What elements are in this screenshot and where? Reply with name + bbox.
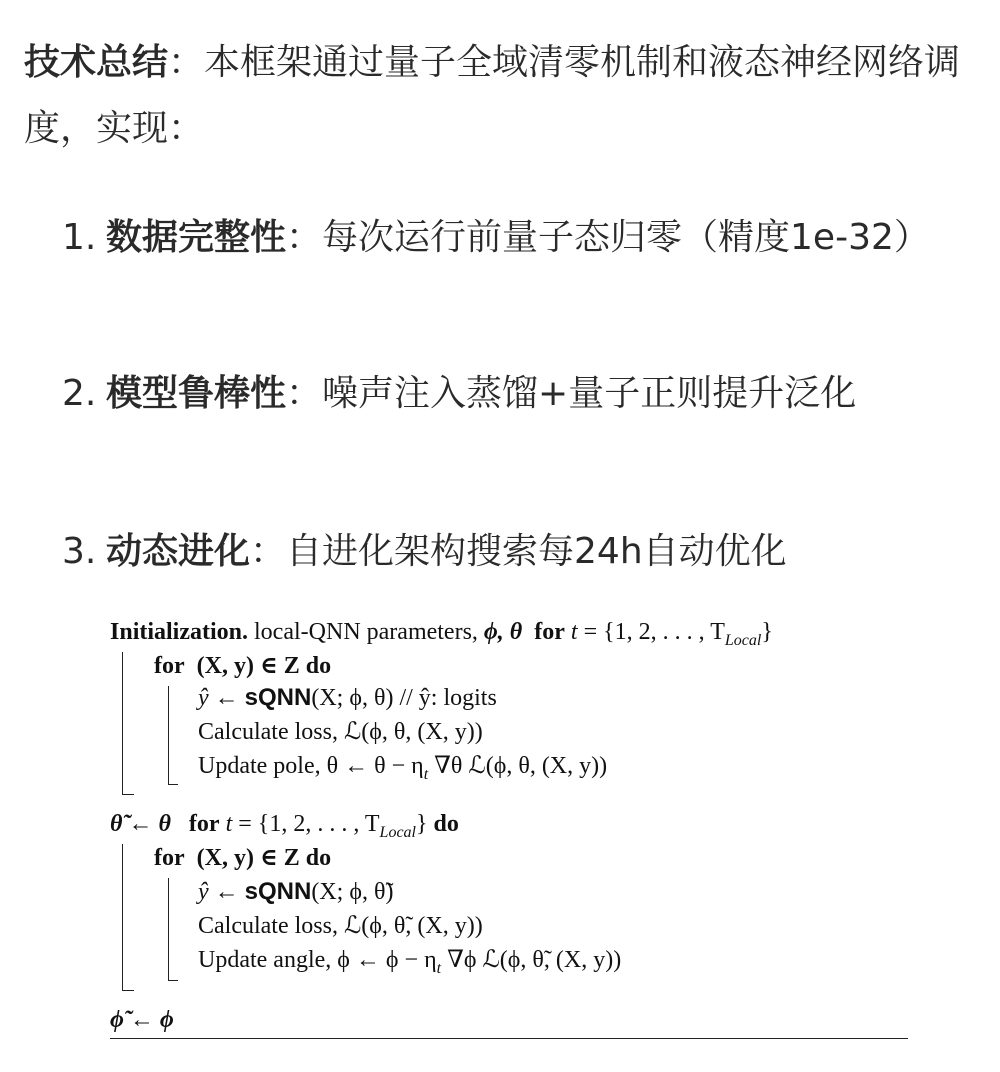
yhat-assign: ŷ ← bbox=[198, 879, 239, 905]
sqnn-args: (X; ϕ, θ̃) bbox=[311, 879, 394, 905]
outer-loop-bracket-end bbox=[122, 794, 134, 795]
list-item bbox=[62, 362, 942, 426]
list-item-number: 3. bbox=[62, 531, 97, 572]
phi-tilde-line bbox=[110, 1004, 174, 1036]
inner-loop-bracket bbox=[168, 878, 169, 980]
t-subscript: t bbox=[436, 959, 442, 977]
list-item-number: 2. bbox=[62, 373, 97, 414]
list-item-body bbox=[106, 362, 942, 426]
update-angle-tail: ∇ϕ ℒ(ϕ, θ̃, (X, y)) bbox=[447, 947, 622, 973]
list-item-colon: ： bbox=[286, 217, 323, 258]
summary-paragraph bbox=[24, 30, 964, 162]
sqnn-label: sQNN bbox=[244, 878, 312, 905]
list-item-body bbox=[106, 206, 942, 270]
yhat-assign: ŷ ← bbox=[198, 685, 239, 711]
update-pole-text: Update pole, θ ← θ − η bbox=[198, 753, 424, 779]
xy-in-z: (X, y) ∈ Z bbox=[196, 653, 300, 679]
forward-line bbox=[198, 682, 497, 714]
phi-tilde-assign: ϕ̃ ← ϕ bbox=[110, 1007, 174, 1033]
list-item bbox=[62, 206, 942, 270]
sqnn-args: (X; ϕ, θ) // ŷ: logits bbox=[311, 685, 497, 711]
list-item bbox=[62, 520, 942, 584]
forward-line bbox=[198, 876, 393, 908]
for-keyword: for bbox=[534, 619, 565, 645]
list-item-text: 每次运行前量子态归零（精度1e-32） bbox=[322, 217, 930, 258]
inner-loop-bracket-end bbox=[168, 784, 178, 785]
summary-heading: 技术总结 bbox=[24, 42, 169, 83]
update-pole-tail: ∇θ ℒ(ϕ, θ, (X, y)) bbox=[434, 753, 608, 779]
list-item-title: 动态进化 bbox=[106, 531, 251, 572]
t-range: {1, 2, . . . , T bbox=[603, 619, 725, 645]
for-keyword: for bbox=[154, 653, 185, 679]
outer-loop-bracket-end bbox=[122, 990, 134, 991]
outer-loop-bracket bbox=[122, 652, 123, 794]
xy-in-z: (X, y) ∈ Z bbox=[196, 845, 300, 871]
list-item-colon: ： bbox=[250, 531, 287, 572]
for-keyword: for bbox=[188, 811, 220, 837]
list-item-text: 自进化架构搜索每24h自动优化 bbox=[286, 531, 787, 572]
inner-for-line bbox=[154, 842, 331, 874]
inner-loop-bracket-end bbox=[168, 980, 178, 981]
local-subscript: Local bbox=[724, 631, 762, 649]
close-brace: } bbox=[761, 619, 773, 645]
list-item-text: 噪声注入蒸馏+量子正则提升泛化 bbox=[322, 373, 857, 414]
t-subscript: t bbox=[423, 765, 429, 783]
summary-colon: ： bbox=[168, 42, 205, 83]
do-keyword: do bbox=[305, 845, 332, 871]
update-pole-line bbox=[198, 750, 607, 782]
list-item-body bbox=[106, 520, 942, 584]
inner-for-line bbox=[154, 650, 331, 682]
update-angle-text: Update angle, ϕ ← ϕ − η bbox=[198, 947, 437, 973]
theta-tilde-assign: θ̃ ← θ bbox=[110, 811, 171, 837]
algorithm-init-line: Initialization. local-QNN parameters, ϕ, θ for t = {1, 2, . . . , $T_{Local}$} bbox=[110, 619, 773, 649]
summary-text: 本框架通过量子全域清零机制和液态神经网络调度，实现： bbox=[24, 42, 961, 149]
init-label: Initialization. bbox=[110, 619, 249, 645]
do-keyword: do bbox=[305, 653, 332, 679]
close-brace: } bbox=[416, 811, 428, 837]
outer-loop-bracket bbox=[122, 844, 123, 990]
for-keyword: for bbox=[154, 845, 185, 871]
init-text: local-QNN parameters, bbox=[254, 619, 478, 645]
sqnn-label: sQNN bbox=[244, 684, 312, 711]
list-item-number: 1. bbox=[62, 217, 97, 258]
t-range: {1, 2, . . . , T bbox=[257, 811, 380, 837]
list-item-title: 模型鲁棒性 bbox=[106, 373, 287, 414]
list-item-colon: ： bbox=[286, 373, 323, 414]
update-angle-line bbox=[198, 944, 621, 976]
algorithm-figure bbox=[110, 612, 908, 1042]
loss-line: Calculate loss, ℒ(ϕ, θ, (X, y)) bbox=[198, 719, 483, 745]
algorithm-bottom-rule bbox=[110, 1038, 908, 1039]
inner-loop-bracket bbox=[168, 686, 169, 784]
do-keyword: do bbox=[433, 811, 459, 837]
loss-line: Calculate loss, ℒ(ϕ, θ̃, (X, y)) bbox=[198, 913, 483, 939]
theta-tilde-line: θ̃ ← θ for t = {1, 2, . . . , $T_{Local}$} do bbox=[110, 811, 459, 841]
list-item-title: 数据完整性 bbox=[106, 217, 287, 258]
local-subscript: Local bbox=[379, 823, 416, 841]
